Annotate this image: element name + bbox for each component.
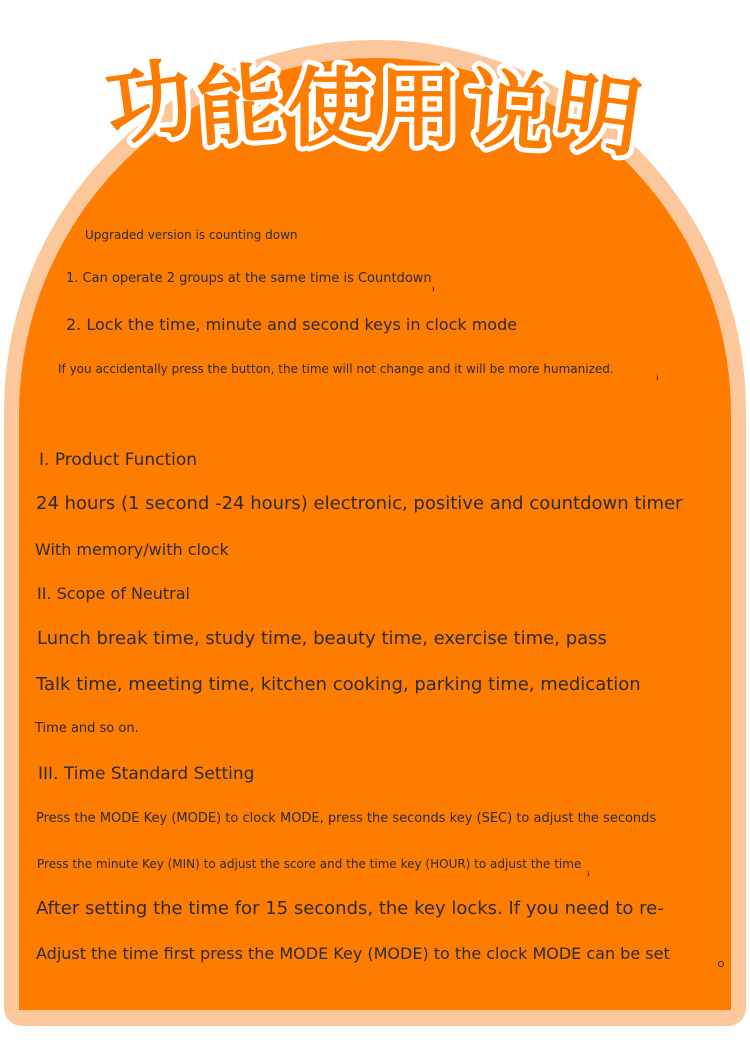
setting-heading: III. Time Standard Setting bbox=[38, 764, 255, 784]
title-text: 功能使用说明 bbox=[100, 47, 650, 170]
scope-line-1: Lunch break time, study time, beauty time, exercise time, pass bbox=[37, 628, 607, 649]
upgrade-note: If you accidentally press the button, the time will not change and it will be more humanized. bbox=[58, 362, 614, 376]
function-heading: I. Product Function bbox=[39, 450, 198, 470]
setting-line-4: Adjust the time first press the MODE Key (MODE) to the clock MODE can be set bbox=[36, 944, 670, 963]
function-line-1: 24 hours (1 second -24 hours) electronic, positive and countdown timer bbox=[36, 493, 683, 514]
setting-line-1: Press the MODE Key (MODE) to clock MODE, press the seconds key (SEC) to adjust the seconds bbox=[36, 811, 657, 826]
scope-heading: II. Scope of Neutral bbox=[37, 584, 190, 603]
page-title bbox=[40, 20, 710, 170]
setting-line-2: Press the minute Key (MIN) to adjust the score and the time key (HOUR) to adjust the time bbox=[37, 857, 582, 871]
upgrade-item-2: 2. Lock the time, minute and second keys in clock mode bbox=[66, 315, 518, 334]
upgrade-item-1: 1. Can operate 2 groups at the same time is Countdown bbox=[66, 271, 432, 286]
upgrade-heading: Upgraded version is counting down bbox=[85, 228, 298, 242]
setting-line-3: After setting the time for 15 seconds, the key locks. If you need to re- bbox=[36, 898, 664, 919]
scope-line-2: Talk time, meeting time, kitchen cooking, parking time, medication bbox=[36, 674, 641, 695]
stray-mark bbox=[718, 961, 724, 967]
scope-line-3: Time and so on. bbox=[35, 721, 139, 736]
function-line-2: With memory/with clock bbox=[35, 540, 229, 559]
title-art bbox=[40, 20, 710, 170]
